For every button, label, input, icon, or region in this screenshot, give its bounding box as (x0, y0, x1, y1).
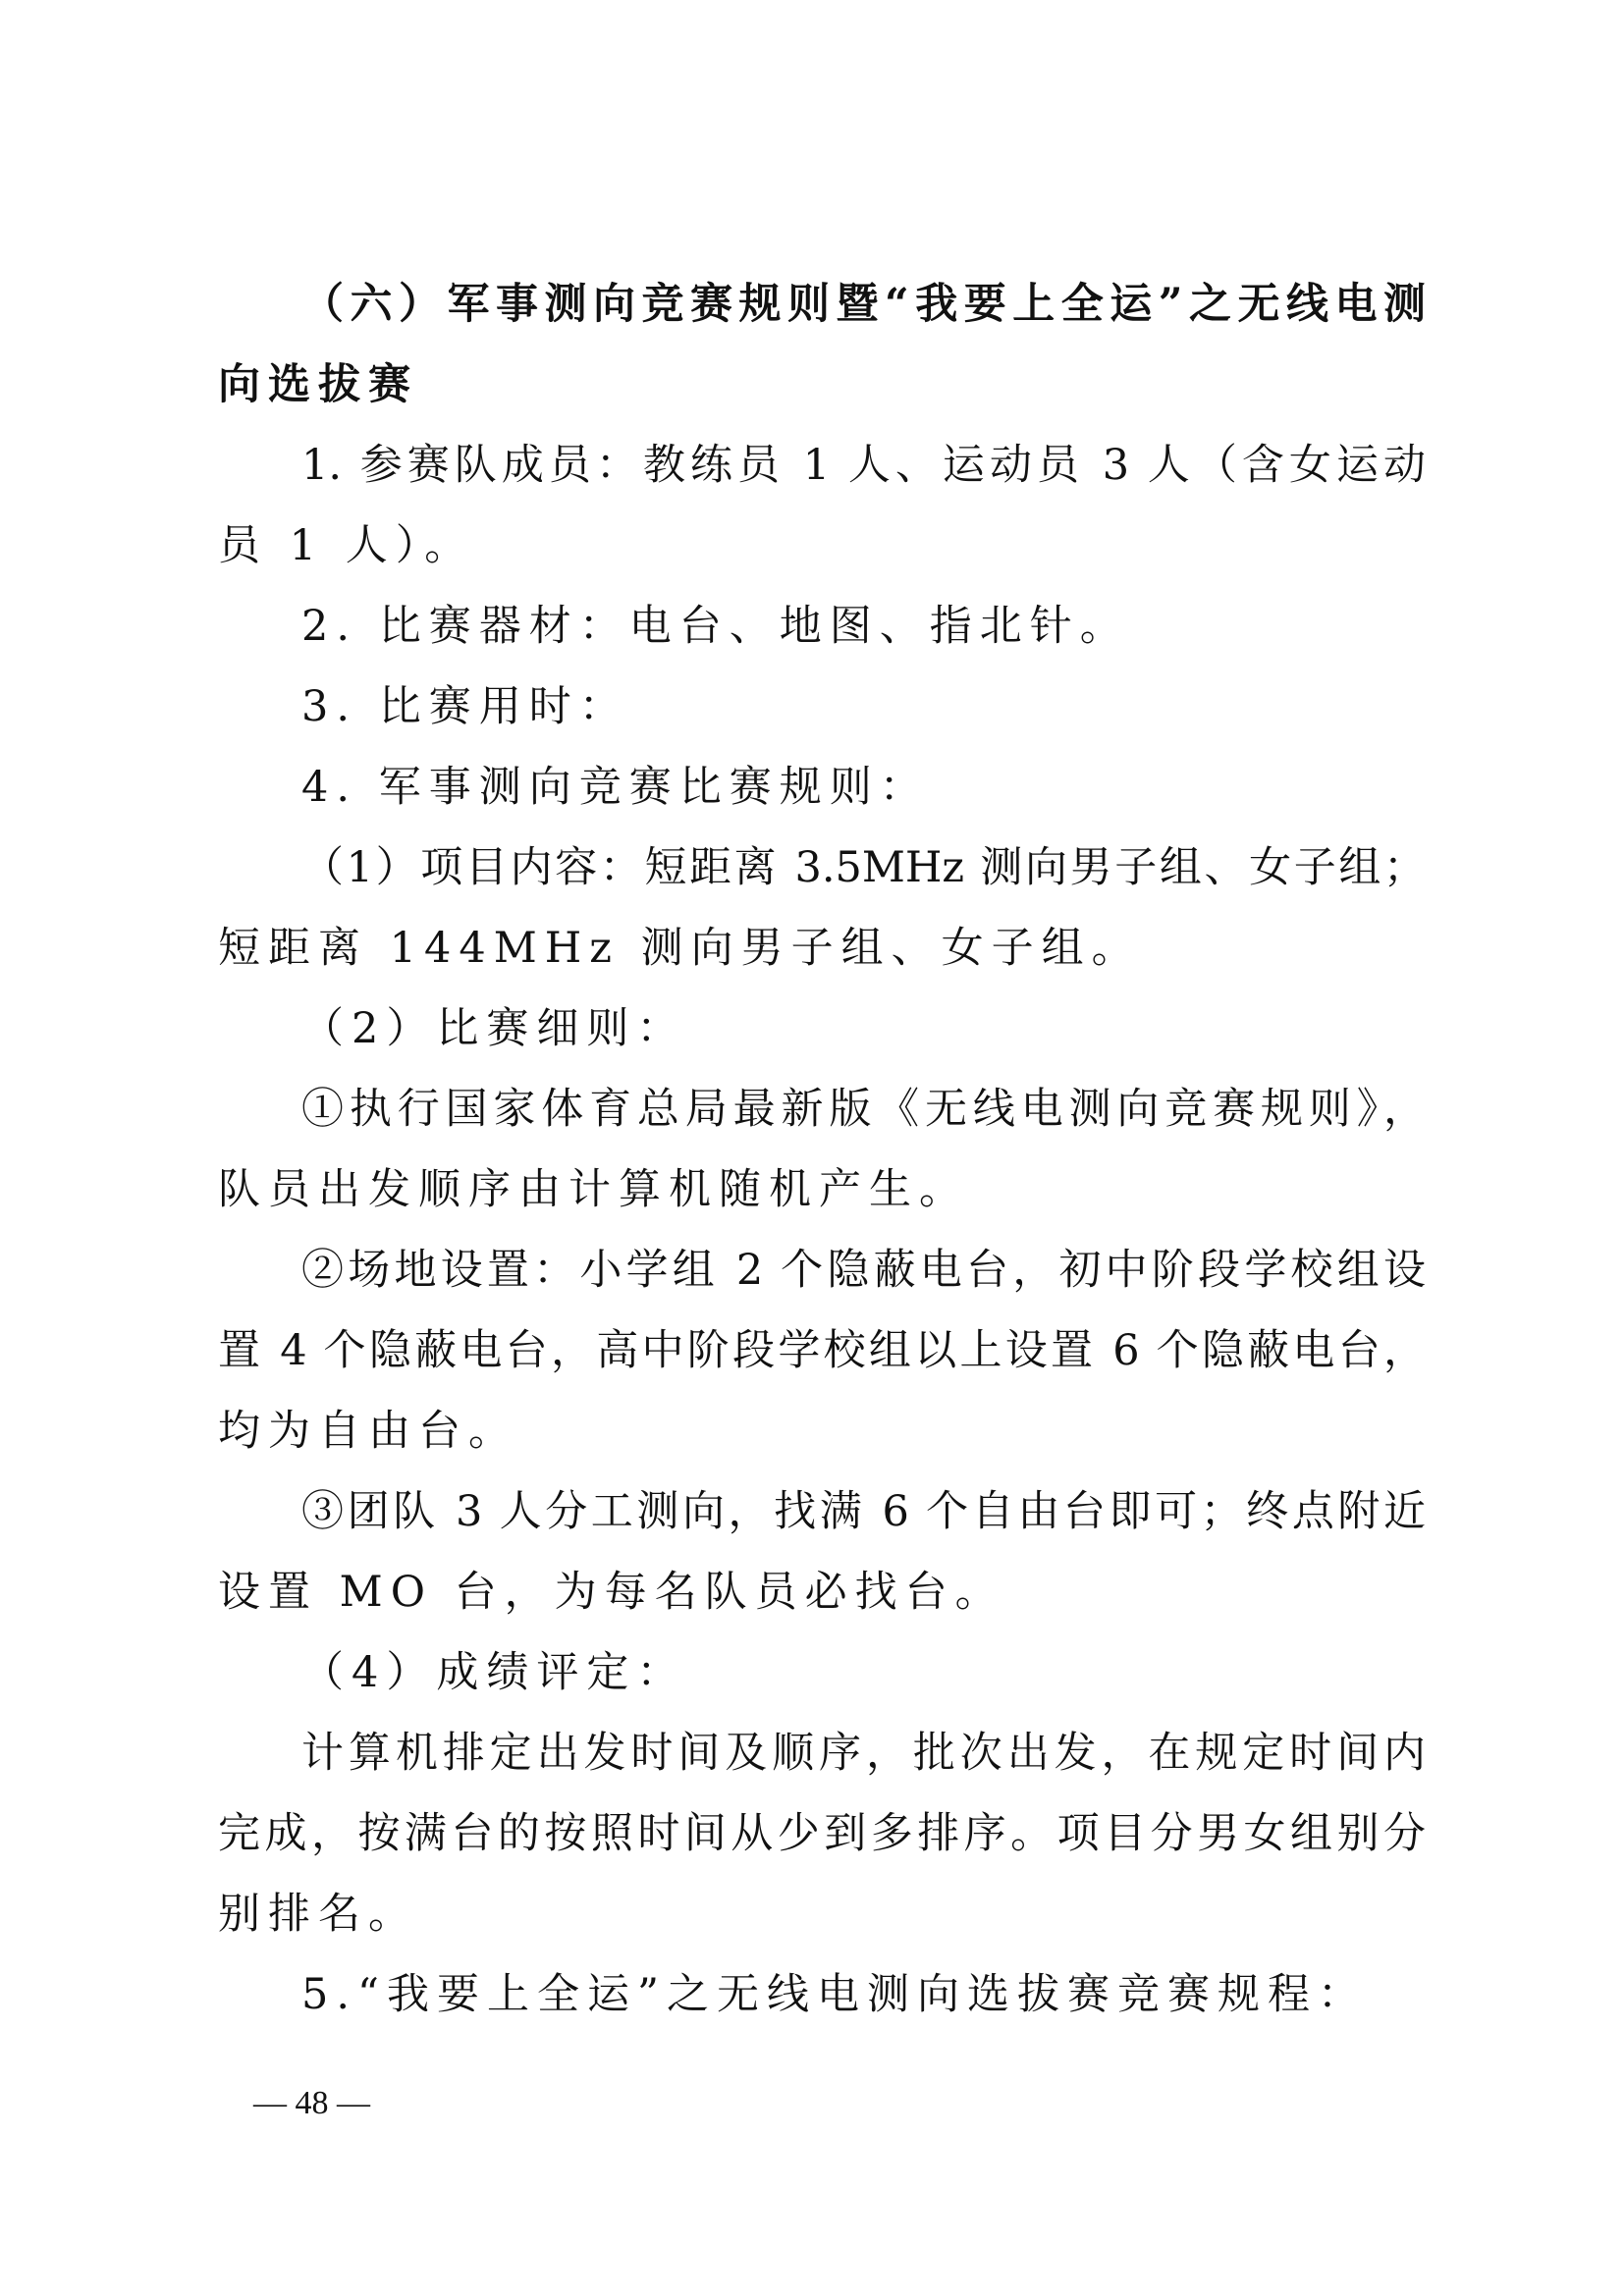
paragraph-line: 1. 参赛队成员：教练员 1 人、运动员 3 人（含女运动 (301, 441, 1426, 490)
paragraph-line: ③团队 3 人分工测向，找满 6 个自由台即可；终点附近 (301, 1487, 1426, 1536)
paragraph-line: 置 4 个隐蔽电台，高中阶段学校组以上设置 6 个隐蔽电台， (218, 1326, 1426, 1375)
section-heading-line-1: （六）军事测向竞赛规则暨“我要上全运”之无线电测 (301, 280, 1426, 329)
paragraph-line: ①执行国家体育总局最新版《无线电测向竞赛规则》， (301, 1085, 1426, 1134)
paragraph-line: 完成，按满台的按照时间从少到多排序。项目分男女组别分 (218, 1809, 1426, 1858)
paragraph-line: （4）成绩评定： (301, 1648, 687, 1697)
paragraph-line: 员 1 人）。 (218, 521, 475, 570)
paragraph-line: 3. 比赛用时： (301, 682, 629, 731)
paragraph-line: （1）项目内容：短距离 3.5MHz 测向男子组、女子组； (301, 843, 1426, 892)
paragraph-line: 2. 比赛器材：电台、地图、指北针。 (301, 602, 1130, 651)
paragraph-line: 别排名。 (218, 1890, 418, 1939)
paragraph-line: ②场地设置：小学组 2 个隐蔽电台，初中阶段学校组设 (301, 1246, 1426, 1295)
paragraph-line: 5.“我要上全运”之无线电测向选拔赛竞赛规程： (301, 1970, 1368, 2019)
paragraph-line: 设置 MO 台，为每名队员必找台。 (218, 1568, 1005, 1617)
section-heading-line-2: 向选拔赛 (218, 360, 418, 409)
paragraph-line: 均为自由台。 (218, 1407, 518, 1456)
paragraph-line: 4. 军事测向竞赛比赛规则： (301, 763, 930, 812)
paragraph-line: 短距离 144MHz 测向男子组、女子组。 (218, 924, 1142, 973)
paragraph-line: 队员出发顺序由计算机随机产生。 (218, 1165, 969, 1214)
page-number: — 48 — (253, 2085, 370, 2121)
paragraph-line: 计算机排定出发时间及顺序，批次出发，在规定时间内 (301, 1729, 1426, 1778)
paragraph-line: （2）比赛细则： (301, 1004, 687, 1053)
